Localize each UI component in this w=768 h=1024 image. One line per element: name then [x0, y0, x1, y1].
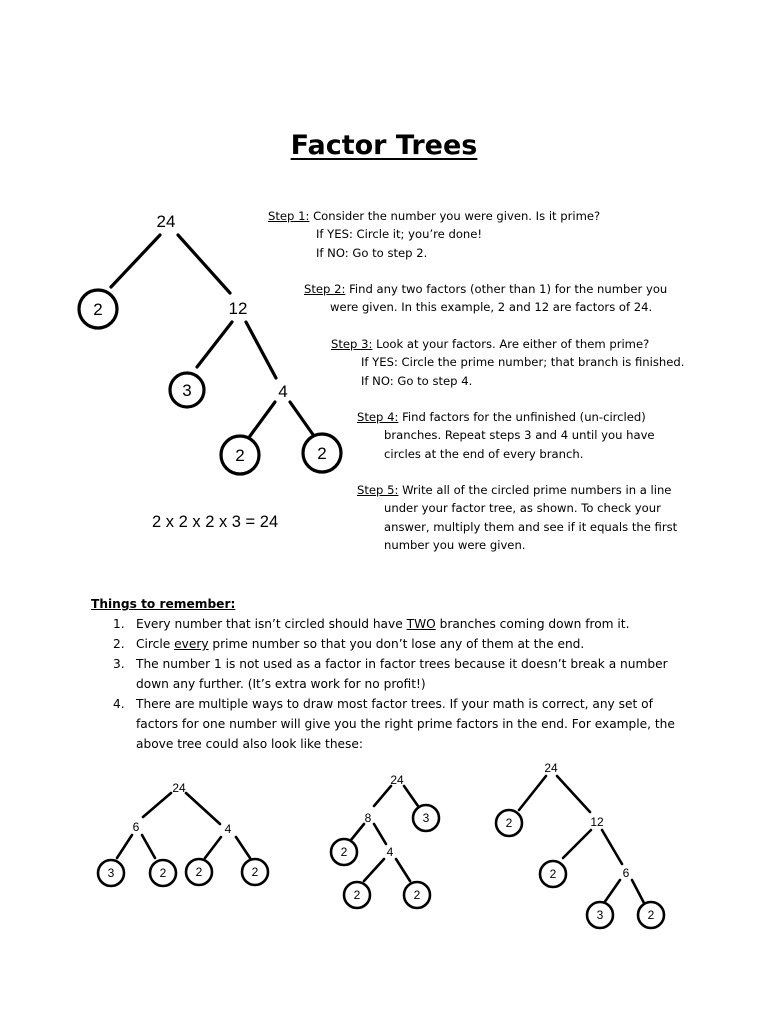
node-8: 8 [364, 811, 372, 825]
list-item-emphasis: every [174, 637, 209, 651]
step-4 [357, 408, 655, 463]
step-3-line-2: If YES: Circle the prime number; that branch is finished. [361, 355, 685, 370]
step-2-label: Step 2: [304, 282, 346, 296]
node-3: 3 [422, 811, 430, 825]
branch [205, 837, 221, 858]
remember-heading: Things to remember: [91, 597, 236, 611]
branch [117, 835, 132, 858]
step-1-line-3: If NO: Go to step 2. [316, 245, 428, 260]
branch [519, 776, 546, 810]
step-5 [357, 481, 677, 555]
list-item [91, 654, 691, 694]
branch-24-12 [178, 235, 230, 293]
node-6: 6 [622, 866, 630, 880]
branch [236, 837, 250, 858]
step-4-line-3: circles at the end of every branch. [384, 446, 584, 461]
tree-2-branches [351, 786, 418, 881]
node-4: 4 [386, 845, 394, 859]
step-1 [268, 207, 600, 262]
step-3-line-3: If NO: Go to step 4. [361, 373, 473, 388]
node-2: 2 [505, 816, 513, 830]
branch-12-4 [246, 322, 276, 378]
example-factor-trees [0, 740, 768, 960]
node-2: 2 [195, 865, 203, 879]
branch [374, 786, 391, 806]
list-item-text-end: prime number so that you don’t lose any of them at the end. [208, 637, 585, 651]
list-item [91, 614, 691, 634]
branch [404, 786, 418, 806]
list-item-text: The number 1 is not used as a factor in factor trees because it doesn’t break a number down any further. (It’s extra work for no profit!) [136, 657, 668, 691]
list-item-emphasis: TWO [406, 617, 436, 631]
node-2: 2 [413, 888, 421, 902]
tree-3-circles [496, 810, 664, 928]
main-tree-circles [79, 290, 341, 474]
node-6: 6 [132, 820, 140, 834]
list-item-text: Every number that isn’t circled should have [136, 617, 407, 631]
step-5-line-4: number you were given. [384, 538, 526, 553]
branch-24-2 [111, 235, 160, 287]
tree-1-circles [98, 859, 268, 886]
node-2: 2 [251, 865, 259, 879]
list-item-text: There are multiple ways to draw most factor trees. If your math is correct, any set of factors for one number will give you the right prime factors in the end. For example, the above tree could also look like these: [136, 697, 675, 751]
step-4-line-2: branches. Repeat steps 3 and 4 until you have [384, 428, 655, 443]
branch [351, 824, 364, 840]
step-2-line-2: were given. In this example, 2 and 12 are factors of 24. [330, 300, 653, 315]
node-2: 2 [549, 867, 557, 881]
list-item-number: 1. [113, 617, 125, 631]
node-2: 2 [647, 908, 655, 922]
example-tree-2 [331, 773, 439, 908]
remember-list [91, 614, 691, 754]
node-2: 2 [340, 845, 348, 859]
page-title: Factor Trees [290, 130, 478, 161]
node-3: 3 [596, 908, 604, 922]
main-tree-branches [111, 235, 314, 436]
list-item-text-end: branches coming down from it. [435, 617, 630, 631]
step-4-line-1: Find factors for the unfinished (un-circled) [402, 410, 646, 424]
list-item-number: 4. [113, 697, 125, 711]
node-3: 3 [182, 381, 192, 400]
branch [563, 830, 591, 858]
step-2-line-1: Find any two factors (other than 1) for the number you [349, 282, 668, 296]
step-5-line-1: Write all of the circled prime numbers in a line [402, 483, 672, 497]
list-item-number: 2. [113, 637, 125, 651]
branch [142, 835, 155, 858]
branch-4-2a [250, 402, 275, 436]
node-2: 2 [93, 300, 103, 319]
step-1-line-1: Consider the number you were given. Is it prime? [313, 209, 601, 223]
list-item-number: 3. [113, 657, 125, 671]
step-3-line-1: Look at your factors. Are either of them prime? [376, 337, 650, 351]
node-4: 4 [278, 382, 288, 401]
list-item-text: Circle [136, 637, 175, 651]
branch-4-2b [290, 402, 314, 436]
node-24: 24 [390, 773, 404, 787]
prime-factor-equation: 2 x 2 x 2 x 3 = 24 [152, 513, 279, 531]
branch [143, 793, 171, 817]
node-2: 2 [159, 866, 167, 880]
example-tree-1 [98, 781, 268, 886]
things-to-remember [91, 594, 691, 754]
node-2: 2 [317, 444, 327, 463]
branch [604, 880, 620, 903]
list-item [91, 634, 691, 654]
node-12: 12 [590, 815, 604, 829]
node-2: 2 [235, 446, 245, 465]
step-2 [304, 280, 667, 317]
node-12: 12 [228, 299, 248, 318]
branch [374, 824, 386, 844]
branch [364, 859, 384, 881]
example-tree-3 [496, 761, 664, 928]
node-24: 24 [544, 761, 558, 775]
branch [557, 776, 590, 812]
node-3: 3 [107, 866, 115, 880]
branch [632, 880, 644, 903]
step-5-line-2: under your factor tree, as shown. To check your [384, 501, 661, 516]
step-3-label: Step 3: [331, 337, 373, 351]
step-1-line-2: If YES: Circle it; you’re done! [316, 227, 483, 242]
node-24: 24 [156, 212, 176, 231]
step-4-label: Step 4: [357, 410, 399, 424]
node-24: 24 [172, 781, 186, 795]
step-3 [331, 335, 684, 390]
tree-3-branches [519, 776, 644, 903]
branch [602, 830, 622, 864]
branch-12-3 [197, 322, 232, 367]
node-2: 2 [353, 888, 361, 902]
branch [396, 859, 410, 881]
branch [186, 793, 220, 824]
step-1-label: Step 1: [268, 209, 310, 223]
node-4: 4 [224, 822, 232, 836]
step-5-line-3: answer, multiply them and see if it equals the first [384, 519, 678, 534]
step-5-label: Step 5: [357, 483, 399, 497]
